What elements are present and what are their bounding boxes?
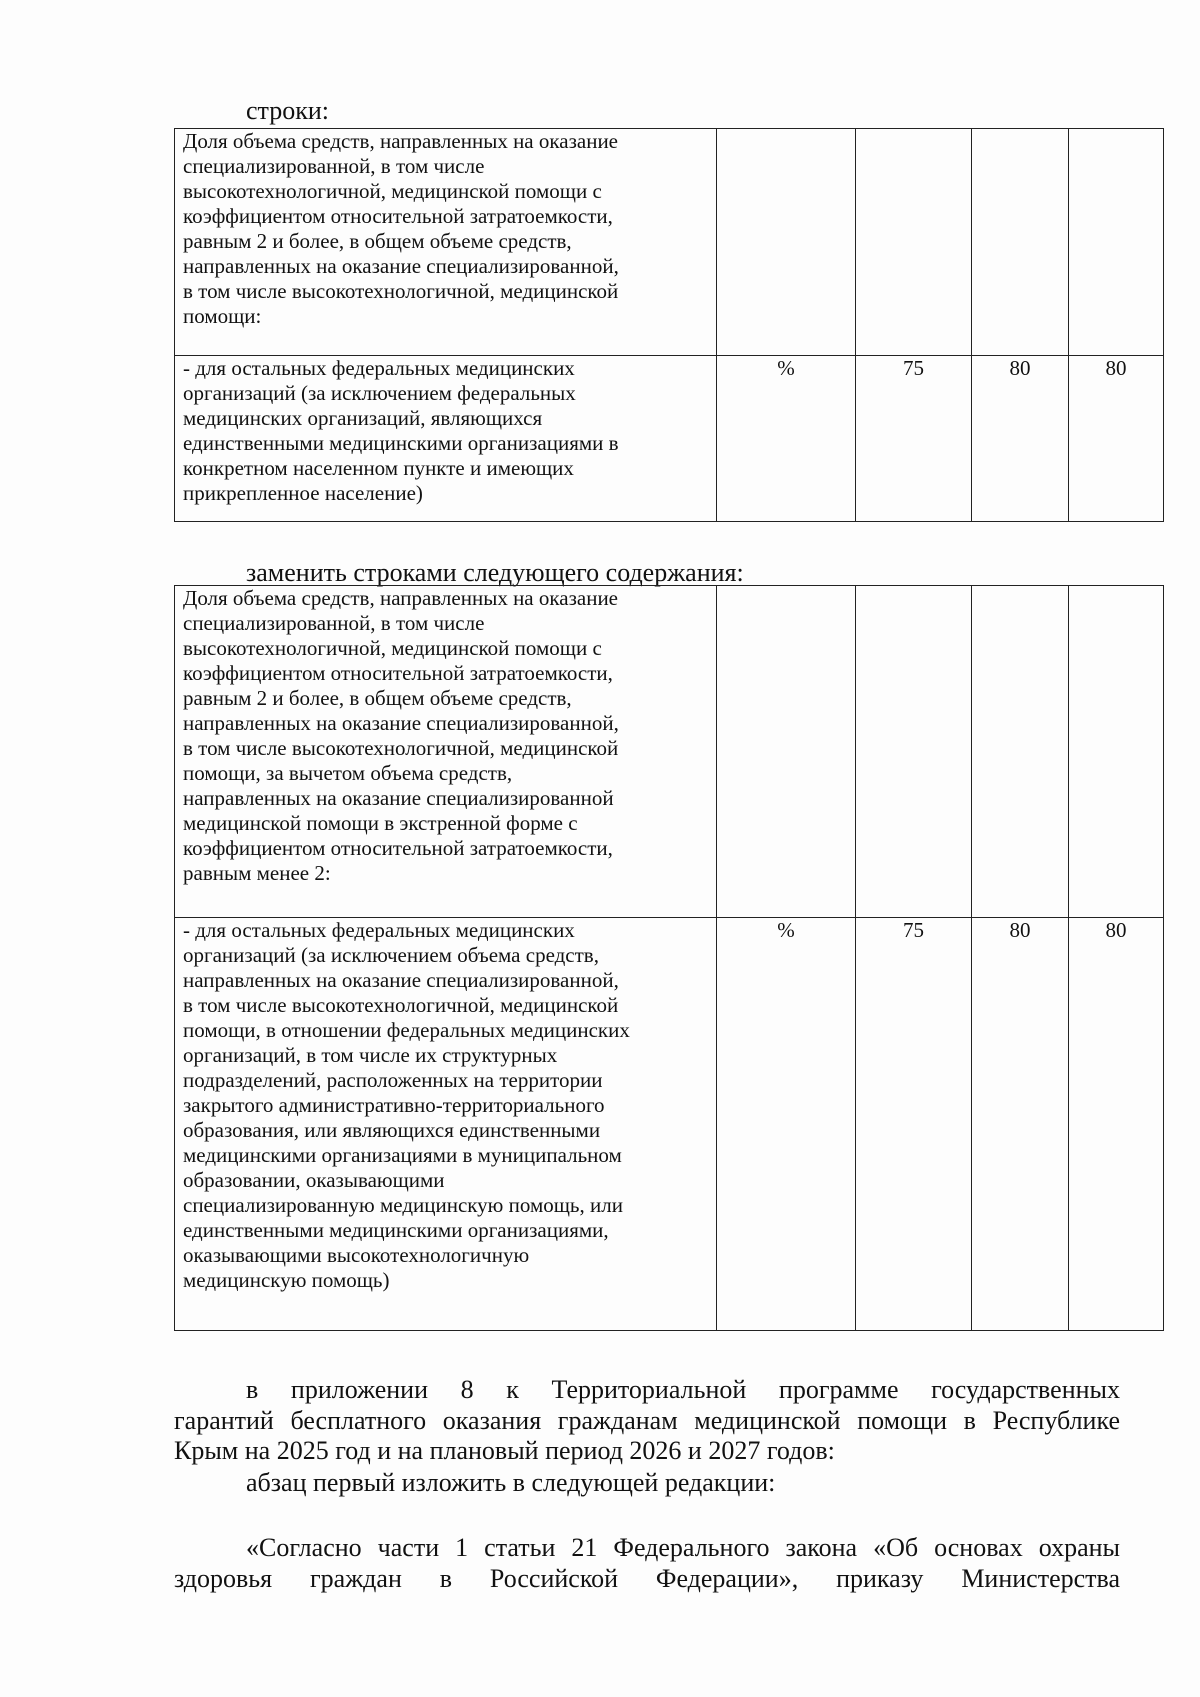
paragraph-line: здоровья граждан в Российской Федерации», приказу Министерства [174,1563,1120,1593]
unit-cell [717,586,856,918]
unit-cell: % [717,356,856,522]
quote-paragraph [174,1533,1120,1594]
table-row [175,356,1164,522]
indicator-text: - для остальных федеральных медицинских организаций (за исключением федеральных медицинских организаций, являющихся единственными медицинскими организациями в конкретном населенном пункте и имеющих прикрепленное население) [175,356,717,522]
value-cell-2: 80 [972,918,1069,1331]
value-cell-1: 75 [856,356,972,522]
indicator-text: Доля объема средств, направленных на оказание специализированной, в том числе высокотехнологичной, медицинской помощи с коэффициентом относительной затратоемкости, равным 2 и более, в общем объеме средств, направленных на оказание специализированной, в том числе высокотехнологичной, медицинской помощи: [175,129,717,356]
value-cell-3: 80 [1069,356,1164,522]
abzac-instruction: абзац первый изложить в следующей редакции: [246,1468,776,1497]
indicator-text: - для остальных федеральных медицинских организаций (за исключением объема средств, направленных на оказание специализированной, в том числе высокотехнологичной, медицинской помощи, в отношении федеральных медицинских организаций, в том числе их структурных подразделений, расположенных на территории закрытого административно-территориального образования, или являющихся единственными медицинскими организациями в муниципальном образовании, оказывающими специализированную медицинскую помощь, или единственными медицинскими организациями, оказывающими высокотехнологичную медицинскую помощь) [175,918,717,1331]
indicator-text: Доля объема средств, направленных на оказание специализированной, в том числе высокотехнологичной, медицинской помощи с коэффициентом относительной затратоемкости, равным 2 и более, в общем объеме средств, направленных на оказание специализированной, в том числе высокотехнологичной, медицинской помощи, за вычетом объема средств, направленных на оказание специализированной медицинской помощи в экстренной форме с коэффициентом относительной затратоемкости, равным менее 2: [175,586,717,918]
replace-label: заменить строками следующего содержания: [246,558,744,587]
unit-cell: % [717,918,856,1331]
appendix-paragraph [174,1375,1120,1467]
value-cell-2 [972,586,1069,918]
paragraph-line: гарантий бесплатного оказания гражданам медицинской помощи в Республике [174,1405,1120,1435]
value-cell-2: 80 [972,356,1069,522]
value-cell-1 [856,129,972,356]
value-cell-3: 80 [1069,918,1164,1331]
table-row [175,129,1164,356]
value-cell-1: 75 [856,918,972,1331]
paragraph-line: Крым на 2025 год и на плановый период 2026 и 2027 годов: [174,1436,835,1465]
value-cell-3 [1069,586,1164,918]
value-cell-2 [972,129,1069,356]
table-row [175,586,1164,918]
paragraph-line: в приложении 8 к Территориальной программе государственных [246,1375,1120,1404]
unit-cell [717,129,856,356]
paragraph-line: «Согласно части 1 статьи 21 Федерального закона «Об основах охраны [246,1533,1120,1562]
value-cell-3 [1069,129,1164,356]
intro-label: строки: [246,96,329,125]
new-indicator-table [174,585,1164,1331]
old-indicator-table [174,128,1164,522]
table-row [175,918,1164,1331]
value-cell-1 [856,586,972,918]
